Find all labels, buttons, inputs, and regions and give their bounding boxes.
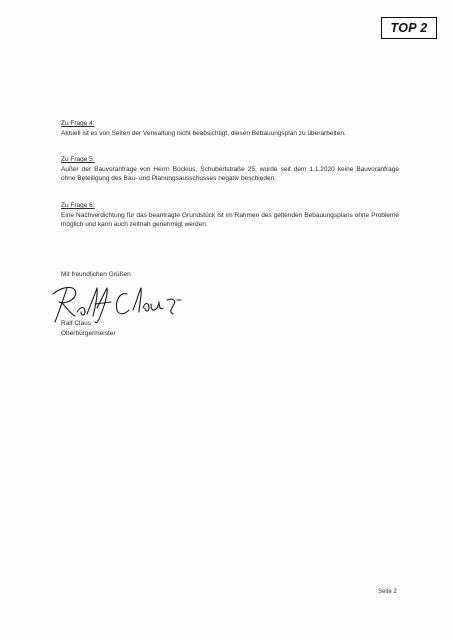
section-text: Aktuell ist es von Seiten der Verwaltung nicht beabsichtigt, diesen Bebauungsplan zu überarbeiten. — [61, 129, 346, 137]
answer-section-4 — [61, 119, 399, 138]
answer-section-5 — [61, 155, 399, 184]
closing-greeting: Mit freundlichen Grüßen — [61, 271, 131, 278]
signatory-block — [61, 319, 399, 338]
section-heading: Zu Frage 5: — [61, 156, 95, 163]
signatory-name: Ralf Claus — [61, 320, 91, 327]
section-heading: Zu Frage 4: — [61, 120, 95, 127]
section-heading: Zu Frage 6: — [61, 202, 95, 209]
signatory-title: Oberbürgermeister — [61, 329, 116, 337]
section-text: Eine Nachverdichtung für das beantragte Grundstück ist im Rahmen des geltenden Bebauungsplans ohne Probleme möglich und kann auch zeitnah genehmigt werden. — [61, 211, 399, 229]
answer-section-6 — [61, 201, 399, 230]
agenda-item-badge: TOP 2 — [381, 17, 437, 39]
section-text: Außer der Bauvoranfrage von Herrn Bockius, Schubertstraße 25, wurde seit dem 1.1.2020 keine Bauvoranfrage ohne Beteiligung des Bau- und Planungsausschusses negativ beschieden. — [61, 165, 399, 183]
page-number: Seite 2 — [378, 589, 397, 595]
